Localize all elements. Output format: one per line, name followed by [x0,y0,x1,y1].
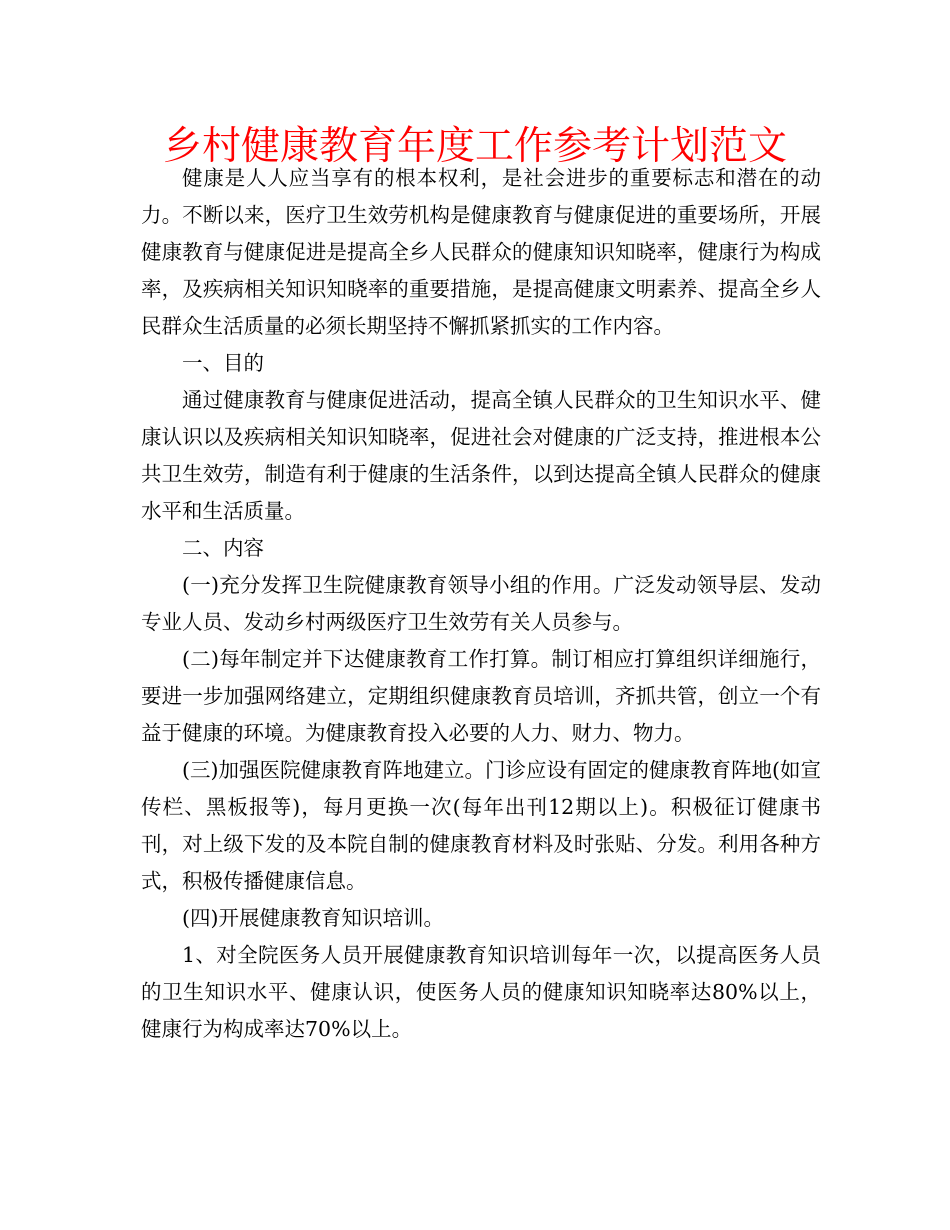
paragraph-content-4: (四)开展健康教育知识培训。 [182,906,444,930]
document-title: 乡村健康教育年度工作参考计划范文 [162,124,787,169]
document-body [141,160,821,1048]
heading-purpose: 一、目的 [182,351,264,375]
paragraph-content-3: (三)加强医院健康教育阵地建立。门诊应设有固定的健康教育阵地(如宣传栏、黑板报等)，每月更换一次(每年出刊12期以上)。积极征订健康书刊，对上级下发的及本院自制的健康教育材料及时张贴、分发。利用各种方式，积极传播健康信息。 [141,758,821,893]
paragraph-purpose: 通过健康教育与健康促进活动，提高全镇人民群众的卫生知识水平、健康认识以及疾病相关知识知晓率，促进社会对健康的广泛支持，推进根本公共卫生效劳，制造有利于健康的生活条件，以到达提高全镇人民群众的健康水平和生活质量。 [141,388,821,523]
paragraph-content-2: (二)每年制定并下达健康教育工作打算。制订相应打算组织详细施行，要进一步加强网络建立，定期组织健康教育员培训，齐抓共管，创立一个有益于健康的环境。为健康教育投入必要的人力、财力、物力。 [141,647,821,745]
paragraph-intro: 健康是人人应当享有的根本权利，是社会进步的重要标志和潜在的动力。不断以来，医疗卫生效劳机构是健康教育与健康促进的重要场所，开展健康教育与健康促进是提高全乡人民群众的健康知识知晓率，健康行为构成率，及疾病相关知识知晓率的重要措施，是提高健康文明素养、提高全乡人民群众生活质量的必须长期坚持不懈抓紧抓实的工作内容。 [141,166,821,338]
heading-content: 二、内容 [182,536,264,560]
paragraph-content-1: (一)充分发挥卫生院健康教育领导小组的作用。广泛发动领导层、发动专业人员、发动乡村两级医疗卫生效劳有关人员参与。 [141,573,821,634]
paragraph-training-1: 1、对全院医务人员开展健康教育知识培训每年一次，以提高医务人员的卫生知识水平、健康认识，使医务人员的健康知识知晓率达80%以上，健康行为构成率达70%以上。 [141,943,821,1041]
